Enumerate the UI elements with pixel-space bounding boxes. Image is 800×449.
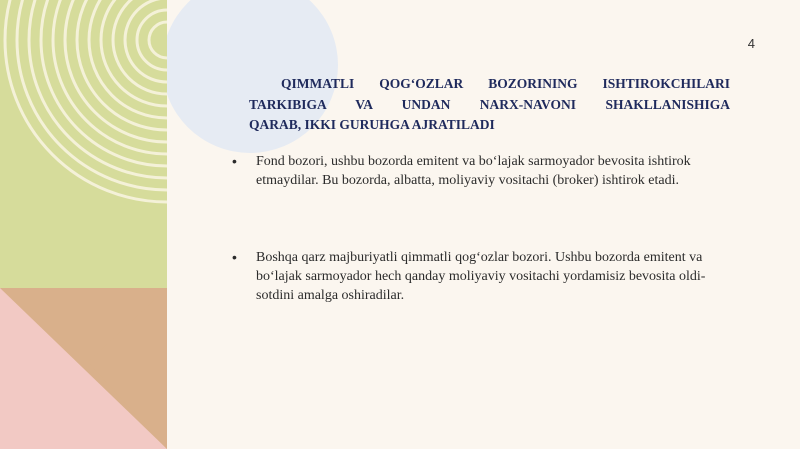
bullet-marker: • bbox=[232, 249, 237, 265]
page-number: 4 bbox=[747, 36, 755, 51]
bullet-item-2 bbox=[232, 248, 737, 305]
bullet-text: Boshqa qarz majburiyatli qimmatli qog‘ozlar bozori. Ushbu bozorda emitent va bo‘lajak sarmoyador hech qanday moliyaviy vositachi yordamisiz bevosita oldi-sotdini amalga oshiradilar. bbox=[256, 250, 706, 303]
title-line-3: QARAB, IKKI GURUHGA AJRATILADI bbox=[249, 117, 495, 132]
bullet-marker: • bbox=[232, 153, 237, 169]
title-line-1: QIMMATLI QOG‘OZLAR BOZORINING ISHTIROKCHILARI bbox=[281, 76, 730, 91]
bullet-text: Fond bozori, ushbu bozorda emitent va bo‘lajak sarmoyador bevosita ishtirok etmaydilar. Bu bozorda, albatta, moliyaviy vositachi (broker) ishtirok etadi. bbox=[256, 154, 691, 188]
bullet-item-1 bbox=[232, 152, 737, 190]
title-line-2: TARKIBIGA VA UNDAN NARX-NAVONI SHAKLLANISHIGA bbox=[249, 96, 730, 112]
slide-title bbox=[249, 74, 730, 136]
